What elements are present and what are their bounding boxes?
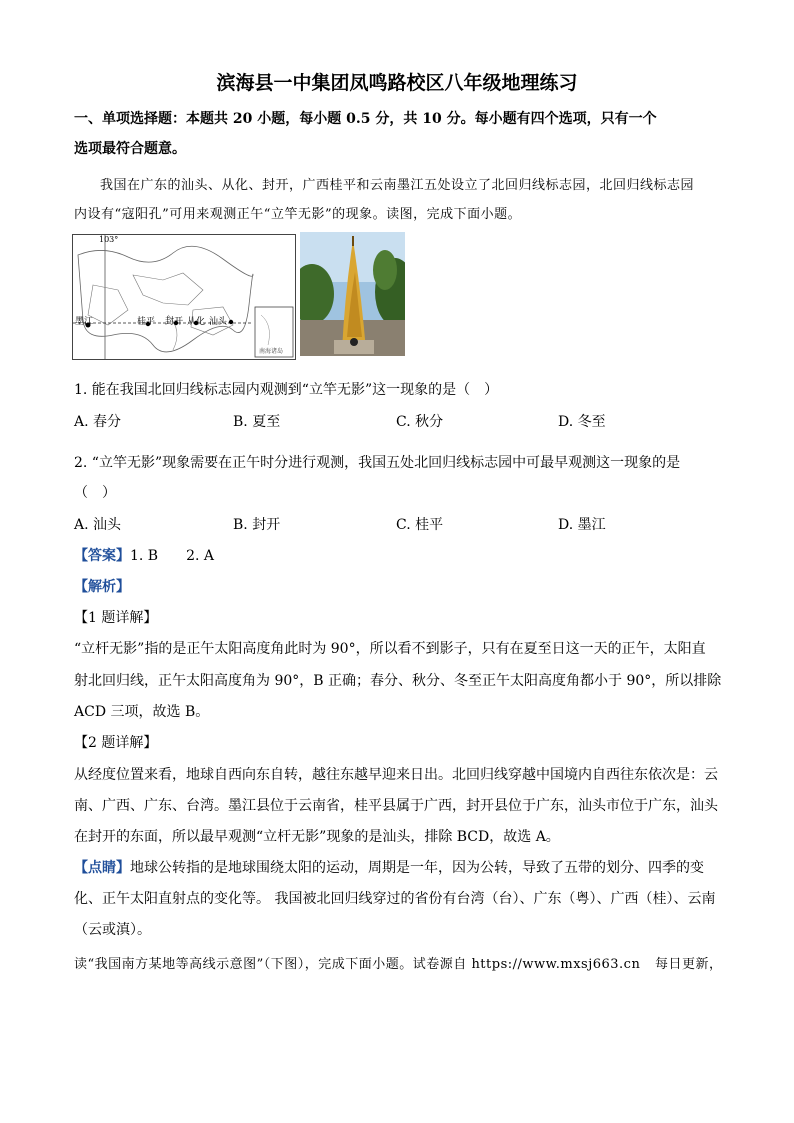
place-mojiang: 墨江	[75, 317, 94, 327]
footer-tail: 每日更新，	[654, 957, 723, 972]
q2-option-a: A. 汕头	[74, 517, 122, 533]
analysis-label: 【解析】	[74, 579, 130, 595]
footer-url[interactable]: https://www.mxsj663.cn	[471, 957, 641, 972]
answer-label: 【答案】	[74, 548, 130, 564]
q2-option-c: C. 桂平	[396, 517, 444, 533]
detail1-line2: 射北回归线，正午太阳高度角为 90°，B 正确；春分、秋分、冬至正午太阳高度角都小于 90°，所以排除	[74, 673, 722, 689]
q1-option-d: D. 冬至	[558, 414, 606, 430]
detail2-line1: 从经度位置来看，地球自西向东自转，越往东越早迎来日出。北回归线穿越中国境内自西往东依次是：云	[74, 767, 718, 783]
longitude-label: 103°	[99, 235, 119, 244]
place-conghua: 从化	[187, 317, 206, 327]
detail2-label: 【2 题详解】	[74, 735, 158, 751]
note-line3: （云或滇）。	[74, 922, 151, 938]
tropic-map-figure	[72, 234, 296, 360]
place-guiping: 桂平	[137, 317, 156, 327]
q1-option-c: C. 秋分	[396, 414, 444, 430]
q1-option-b: B. 夏至	[233, 414, 281, 430]
note-text-1: 地球公转指的是地球围绕太阳的运动，周期是一年，因为公转，导致了五带的划分、四季的变	[130, 860, 704, 876]
q2-option-d: D. 墨江	[558, 517, 606, 533]
inset-label: 南海诸岛	[259, 348, 284, 355]
answer-text: 1. B 2. A	[130, 548, 215, 564]
detail1-line3: ACD 三项，故选 B。	[74, 704, 210, 720]
note-line1	[74, 858, 704, 878]
map-drawing	[73, 235, 295, 359]
place-fengkai: 封开	[165, 317, 184, 327]
detail1-label: 【1 题详解】	[74, 610, 158, 626]
monument-drawing	[300, 232, 405, 356]
q2-stem-line2: （ ）	[74, 485, 116, 501]
footer-line	[74, 953, 722, 972]
q1-stem: 1. 能在我国北回归线标志园内观测到“立竿无影”这一现象的是（ ）	[74, 382, 499, 398]
monument-photo	[300, 232, 405, 356]
detail2-line2: 南、广西、广东、台湾。墨江县位于云南省，桂平县属于广西，封开县位于广东，汕头市位于广东，汕头	[74, 798, 718, 814]
detail1-line1: “立杆无影”指的是正午太阳高度角此时为 90°，所以看不到影子，只有在夏至日这一天的正午，太阳直	[74, 641, 706, 657]
footer-text: 读“我国南方某地等高线示意图”（下图），完成下面小题。试卷源自	[74, 957, 467, 972]
q2-option-b: B. 封开	[233, 517, 281, 533]
page-title: 滨海县一中集团凤鸣路校区八年级地理练习	[216, 72, 578, 94]
intro-line1: 我国在广东的汕头、从化、封开，广西桂平和云南墨江五处设立了北回归线标志园，北回归线标志园	[100, 178, 695, 193]
q2-stem-line1: 2. “立竿无影”现象需要在正午时分进行观测，我国五处北回归线标志园中可最早观测这一现象的是	[74, 455, 681, 471]
detail2-line3: 在封开的东面，所以最早观测“立杆无影”现象的是汕头，排除 BCD，故选 A。	[74, 829, 560, 845]
place-shantou: 汕头	[209, 317, 228, 327]
section-heading-line1: 一、单项选择题：本题共 20 小题，每小题 0.5 分，共 10 分。每小题有四个选项，只有一个	[74, 111, 657, 127]
note-label: 【点睛】	[74, 860, 130, 876]
q1-option-a: A. 春分	[74, 414, 122, 430]
section-heading-line2: 选项最符合题意。	[74, 141, 186, 157]
answer-line	[74, 546, 214, 566]
note-line2: 化、正午太阳直射点的变化等。 我国被北回归线穿过的省份有台湾（台）、广东（粤）、广西（桂）、云南	[74, 891, 716, 907]
intro-line2: 内设有“寇阳孔”可用来观测正午“立竿无影”的现象。读图，完成下面小题。	[74, 207, 522, 222]
